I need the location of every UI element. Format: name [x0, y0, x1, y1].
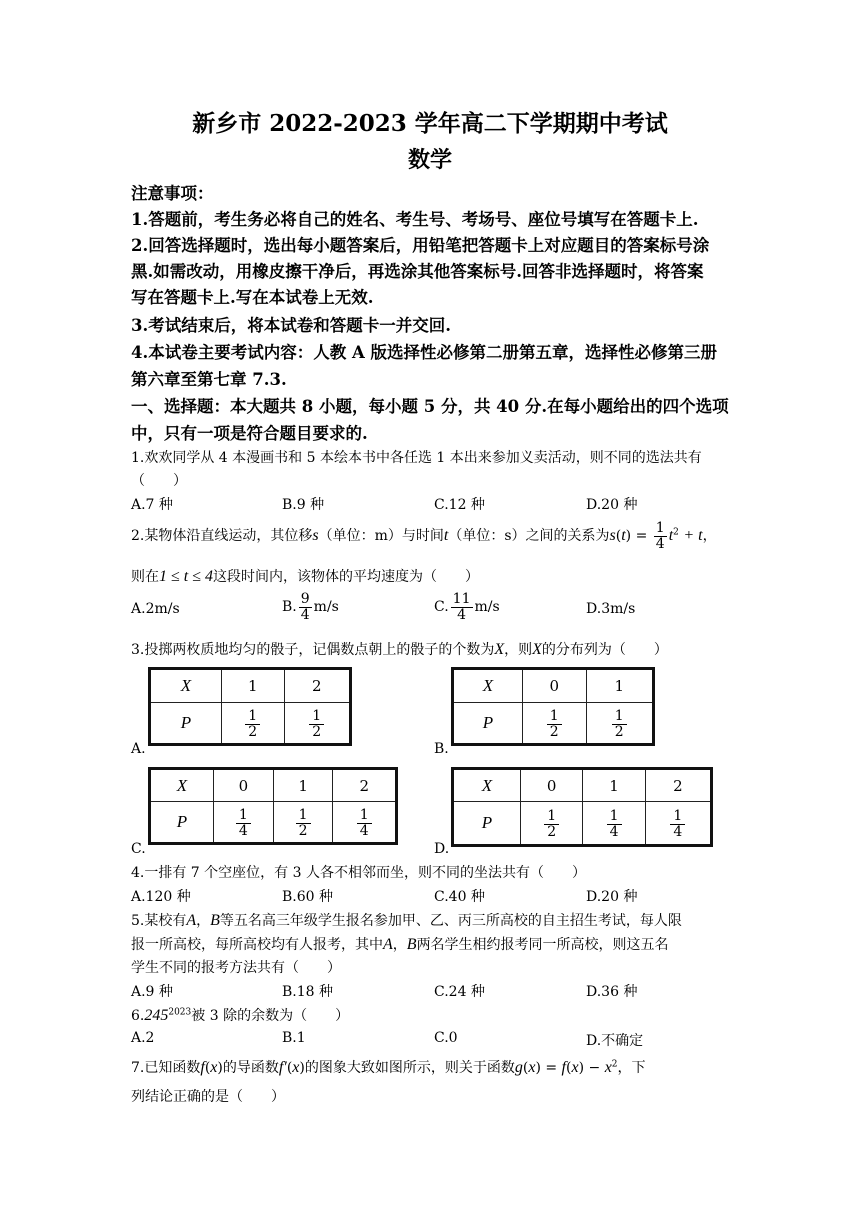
- q4-option-d: D.20 种: [586, 889, 638, 905]
- notes-line: 4.本试卷主要考试内容：人教 A 版选择性必修第二册第五章，选择性必修第三册: [131, 343, 718, 362]
- q5-option-c: C.24 种: [434, 984, 485, 1000]
- notes-line: 2.回答选择题时，选出每小题答案后，用铅笔把答题卡上对应题目的答案标号涂: [131, 236, 710, 255]
- notes-line: 第六章至第七章 7.3.: [131, 370, 287, 389]
- q2-formula-arg: t: [621, 527, 626, 545]
- question-5-text: 5.某校有A，B等五名高三年级学生报名参加甲、乙、丙三所高校的自主招生考试，每人限: [131, 912, 682, 929]
- q2-formula-lhs: s: [609, 527, 616, 545]
- q6-option-b: B.1: [282, 1030, 306, 1046]
- distribution-table-b: X 0 1 P $\frac{1}{2}$ $\frac{1}{2}$: [451, 667, 655, 746]
- notes-line: 1.答题前，考生务必将自己的姓名、考生号、考场号、座位号填写在答题卡上.: [131, 210, 699, 229]
- section-heading-cont: 中，只有一项是符合题目要求的.: [131, 424, 368, 443]
- q5-option-d: D.36 种: [586, 984, 638, 1000]
- table-a-label: A.: [131, 741, 146, 757]
- q2-option-b: B. $\frac{9}{4}$ m/s: [282, 591, 339, 623]
- exam-title: 新乡市 2022-2023 学年高二下学期期中考试: [192, 110, 668, 137]
- q1-option-d: D.20 种: [586, 497, 638, 513]
- q4-option-b: B.60 种: [282, 889, 334, 905]
- exam-subject: 数学: [407, 147, 452, 173]
- q4-option-a: A.120 种: [131, 889, 191, 905]
- distribution-table-d: X 0 1 2 P $\frac{1}{2}$ $\frac{1}{4}$ $\frac{1}{4}$: [451, 767, 713, 847]
- question-1-paren: （ ）: [131, 473, 187, 489]
- distribution-table-a: X 1 2 P $\frac{1}{2}$ $\frac{1}{2}$: [148, 667, 352, 746]
- notes-line: 写在答题卡上.写在本试卷上无效.: [131, 288, 374, 307]
- question-7-text-line2: 列结论正确的是（ ）: [131, 1089, 285, 1105]
- question-6-text: $6.245^{2023}$被 3 除的余数为（ ）: [131, 1007, 350, 1024]
- q1-option-a: A.7 种: [131, 497, 173, 513]
- question-2-text: 2.某物体沿直线运动，其位移s（单位：m）与时间t（单位：s）之间的关系为s(t) = $\frac{1}{4}$ $t^2 + t$，: [131, 520, 717, 552]
- notes-line: 3.考试结束后，将本试卷和答题卡一并交回.: [131, 316, 451, 335]
- q5-option-a: A.9 种: [131, 984, 173, 1000]
- question-5-text-line2: 报一所高校，每所高校均有人报考，其中A，B两名学生相约报考同一所高校，则这五名: [131, 936, 669, 953]
- q2-formula-exp: 2: [673, 527, 679, 538]
- question-1-text: 1.欢欢同学从 4 本漫画书和 5 本绘本书中各任选 1 本出来参加义卖活动，则不同的选法共有: [131, 450, 702, 466]
- question-3-text: 3.投掷两枚质地均匀的骰子，记偶数点朝上的骰子的个数为X，则X的分布列为（ ）: [131, 641, 668, 658]
- table-d-label: D.: [434, 841, 450, 857]
- q2-range: 1 ≤ t ≤ 4: [159, 568, 214, 585]
- q2-formula-fraction: $\frac{1}{4}$: [655, 520, 665, 552]
- q2-var-t: t: [443, 527, 449, 545]
- question-5-text-line3: 学生不同的报考方法共有（ ）: [131, 960, 341, 976]
- q2-option-a: A.2m/s: [131, 601, 180, 617]
- question-4-text: 4.一排有 7 个空座位，有 3 人各不相邻而坐，则不同的坐法共有（ ）: [131, 865, 586, 881]
- q6-option-c: C.0: [434, 1030, 458, 1046]
- q2-var-s: s: [312, 527, 319, 545]
- q6-option-d: D.不确定: [586, 1033, 644, 1049]
- q2-formula-t: t: [668, 527, 674, 545]
- q2-formula-tail: + t: [683, 527, 703, 545]
- table-b-label: B.: [434, 741, 449, 757]
- q2-mid1: （单位：m）与时间: [318, 528, 444, 545]
- q2-option-c: C. $\frac{11}{4}$ m/s: [434, 591, 500, 623]
- q2-option-d: D.3m/s: [586, 601, 636, 617]
- q1-option-b: B.9 种: [282, 497, 325, 513]
- question-2-text-line2: 则在1 ≤ t ≤ 4这段时间内，该物体的平均速度为（ ）: [131, 568, 480, 585]
- q2-mid2: （单位：s）之间的关系为: [448, 528, 610, 545]
- distribution-table-c: X 0 1 2 P $\frac{1}{4}$ $\frac{1}{2}$ $\frac{1}{4}$: [148, 767, 398, 845]
- section-heading: 一、选择题：本大题共 8 小题，每小题 5 分，共 40 分.在每小题给出的四个选项: [131, 397, 729, 416]
- notes-heading: 注意事项：: [131, 184, 214, 203]
- q6-option-a: A.2: [131, 1030, 155, 1046]
- notes-line: 黑.如需改动，用橡皮擦干净后，再选涂其他答案标号.回答非选择题时，将答案: [131, 262, 704, 281]
- q4-option-c: C.40 种: [434, 889, 485, 905]
- q1-option-c: C.12 种: [434, 497, 485, 513]
- question-7-text: 7.已知函数f(x)的导函数f′(x)的图象大致如图所示，则关于函数$g(x) = f(x) - x^2$，下: [131, 1059, 646, 1076]
- table-c-label: C.: [131, 841, 146, 857]
- q2-pre: 2.某物体沿直线运动，其位移: [131, 528, 313, 545]
- q5-option-b: B.18 种: [282, 984, 334, 1000]
